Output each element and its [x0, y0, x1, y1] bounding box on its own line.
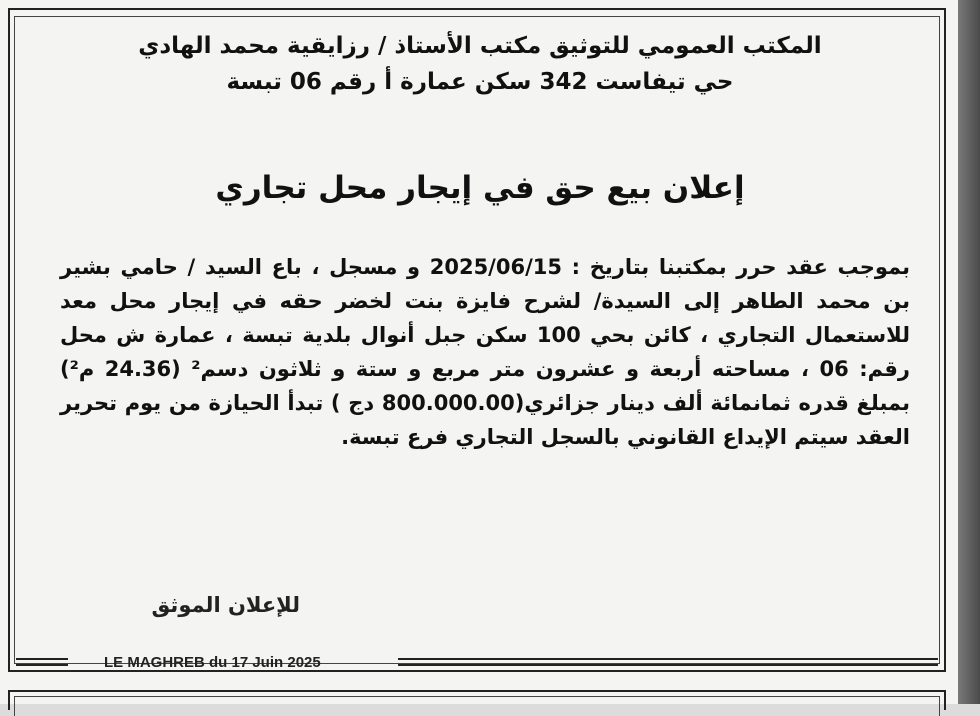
notice-body: بموجب عقد حرر بمكتبنا بتاريخ : 2025/06/15 و مسجل ، باع السيد / حامي بشير بن محمد الطاهر إلى السيدة/ لشرح فايزة بنت لخضر حقه في إيجار محل معد للاستعمال التجاري ، كائن بحي 100 سكن جبل أنوال بلدية تبسة ، عمارة ش محل رقم: 06 ، مساحته أربعة و عشرون متر مربع و ستة و ثلاثون دسم² (24.36 م²) بمبلغ قدره ثمانمائة ألف دينار جزائري(800.000.00 دج ) تبدأ الحيازة من يوم تحرير العقد سيتم الإيداع القانوني بالسجل التجاري فرع تبسة. [60, 255, 910, 449]
next-notice-inner-border [14, 696, 940, 716]
publication-credit: LE MAGHREB du 17 Juin 2025 [104, 654, 321, 671]
footer-rule-left [16, 658, 68, 666]
page-edge-shadow [958, 0, 980, 704]
notice-title: إعلان بيع حق في إيجار محل تجاري [215, 170, 745, 206]
notary-office-name: المكتب العمومي للتوثيق مكتب الأستاذ / رزايقية محمد الهادي [138, 33, 822, 59]
notary-office-address: حي تيفاست 342 سكن عمارة أ رقم 06 تبسة [226, 69, 734, 95]
notice-signature: للإعلان الموثق [151, 593, 300, 617]
notary-office-header [40, 28, 920, 100]
footer-rule-right [398, 658, 938, 666]
